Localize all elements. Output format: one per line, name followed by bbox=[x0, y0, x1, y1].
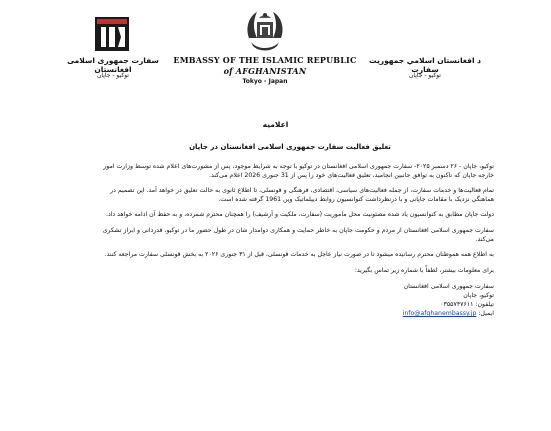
national-emblem-icon bbox=[243, 8, 287, 54]
left-location: توکیو - جاپان bbox=[97, 72, 129, 79]
notice-title: اعلامیه bbox=[262, 120, 289, 129]
embassy-english-line1: EMBASSY OF THE ISLAMIC REPUBLIC bbox=[173, 55, 357, 65]
embassy-building-logo-icon bbox=[95, 17, 129, 51]
email-link[interactable]: info@afghanembassy.jp bbox=[402, 310, 477, 318]
embassy-english-line2: of AFGHANISTAN bbox=[223, 66, 307, 76]
email-label: ایمیل: bbox=[478, 310, 494, 318]
contact-block bbox=[98, 282, 494, 318]
paragraph-4: سفارت جمهوری اسلامی افغانستان از مردم و حکومت جاپان به خاطر حمایت و همکاری دوامدار شان در طول حضور ما در توکیو، قدردانی و ابراز تشکری می‌کند. bbox=[102, 226, 494, 243]
phone-label: تیلفون: bbox=[475, 301, 494, 309]
paragraph-3: دولت جاپان مطابق به کنوانسیون یاد شده مصئونیت محل ماموریت (سفارت، ملکیت و آرشیف) را همچنان محترم شمرده، و به حفظ آن ادامه خواهد داد. bbox=[105, 211, 494, 219]
notice-subject: تعلیق فعالیت سفارت جمهوری اسلامی افغانستان در جاپان bbox=[189, 143, 391, 151]
paragraph-6: برای معلومات بیشتر، لطفاً با شماره زیر تماس بگیرید: bbox=[354, 266, 494, 274]
paragraph-1: توکیو، جاپان - ۲۶ دسمبر ۲۰۲۵- سفارت جمهوری اسلامی افغانستان در توکیو با توجه به شرایط موجود، پس از مشورت‌های اعلام شده توسط وزارت امور خارجه جاپان که تاکنون به توافق جانبین انجامید، تعلیق فعالیت‌های خود را پس از 31 جنوری 2026 اعلام می‌کند. bbox=[103, 163, 494, 179]
right-location: توکیو - جاپان bbox=[409, 72, 441, 79]
paragraph-2: تمام فعالیت‌ها و خدمات سفارت، از جمله فعالیت‌های سیاسی، اقتصادی، فرهنگی و قونسلی، تا اطلاع ثانوی به حالت تعلیق در خواهد آمد. این تصمیم در هماهنگی نزدیک با مقامات جاپانی و با درنظرداشت کنوانسیون روابط دیپلماتیک وین 1961 گرفته شده است. bbox=[110, 187, 494, 203]
phone-number: ۰۳۵۵۷۴۷۶۱۱ bbox=[440, 301, 474, 309]
left-embassy-title: سفارت جمهوری اسلامی افغانستان bbox=[67, 56, 159, 74]
embassy-english-location: Tokyo - Japan bbox=[242, 78, 288, 85]
notice-body bbox=[98, 163, 494, 318]
paragraph-5: به اطلاع همه هموطنان محترم رسانیده میشود تا در صورت نیاز عاجل به خدمات قونسلی، قبل از ۳۱ جنوری ۲۰۲۶ به بخش قونسلی سفارت مراجعه کنند. bbox=[104, 251, 494, 259]
contact-email-row bbox=[98, 309, 494, 318]
contact-phone-row bbox=[98, 300, 494, 309]
contact-org: سفارت جمهوری اسلامی افغانستان bbox=[403, 283, 494, 291]
contact-city: توکیو، جاپان bbox=[463, 292, 494, 300]
right-embassy-title: د افغانستان اسلامي جمهوریت سفارت bbox=[369, 56, 481, 74]
